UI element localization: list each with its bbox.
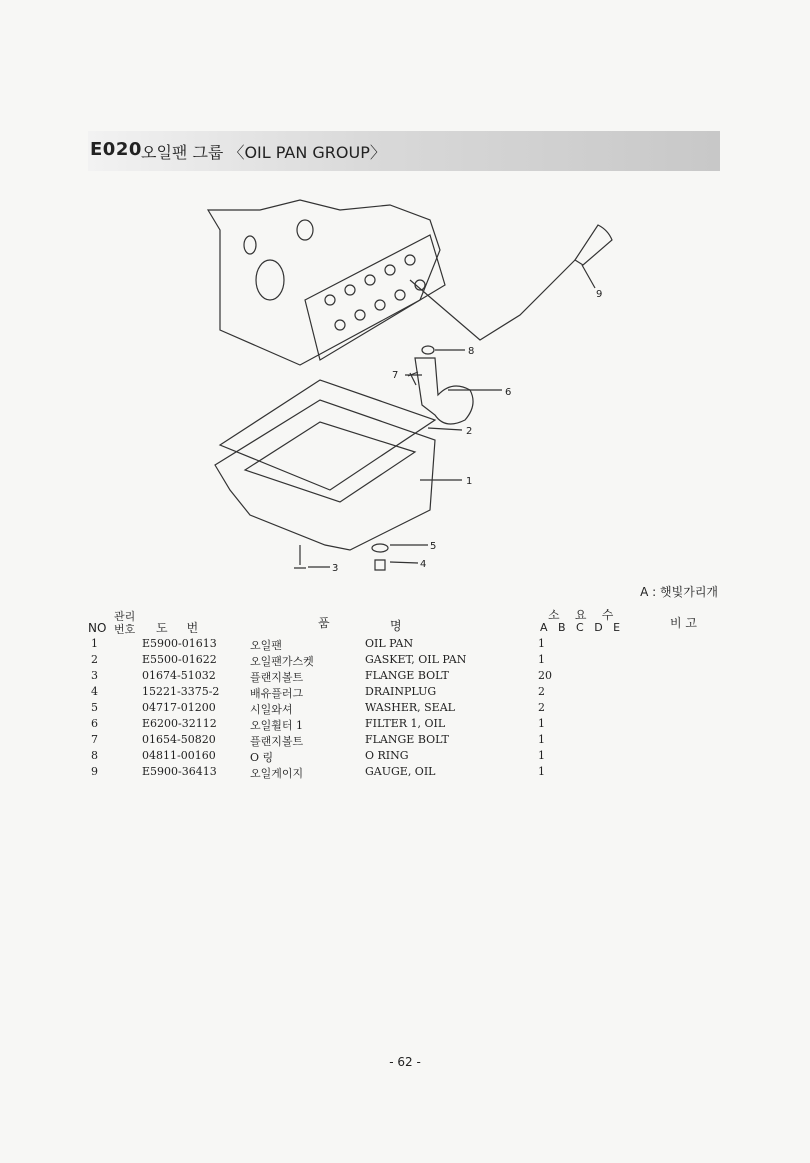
callout-4: 4 [420,559,427,570]
oil-gauge-handle [575,225,612,265]
drain-plug [375,560,385,570]
row-name-en: DRAINPLUG [365,685,437,698]
table-row [0,669,810,685]
row-name-en: OIL PAN [365,637,414,650]
header-remarks: 비 고 [670,616,697,630]
flange-bolt [294,545,306,568]
table-row [0,701,810,717]
row-part-number: E5500-01622 [142,653,217,666]
row-name-kr: 시일와셔 [250,703,293,716]
row-name-kr: 오일휠터 1 [250,719,303,732]
header-mgmt-bottom: 번호 [114,623,136,636]
header-no: NO [88,621,107,635]
seal-washer [372,544,388,552]
row-no: 5 [91,701,98,714]
row-qty: 1 [538,637,545,650]
header-qty-letters: A B C D E [540,621,621,634]
oil-gauge-tube [410,260,575,340]
table-row [0,637,810,653]
oil-filter [415,358,473,424]
row-name-en: FLANGE BOLT [365,669,449,682]
row-part-number: 01654-50820 [142,733,216,746]
row-name-en: GASKET, OIL PAN [365,653,467,666]
row-part-number: E5900-01613 [142,637,217,650]
row-name-kr: 오일게이지 [250,767,304,780]
page-number: - 62 - [389,1055,421,1069]
row-qty: 2 [538,685,545,698]
o-ring [422,346,434,354]
callout-9: 9 [596,289,603,300]
page-title: 오일팬 그룹 〈OIL PAN GROUP〉 [141,143,386,162]
row-no: 1 [91,637,98,650]
callout-2: 2 [466,426,473,437]
callout-3: 3 [332,563,339,574]
header-name-left: 품 [318,616,330,630]
table-row [0,749,810,765]
block-bore [256,260,284,300]
row-qty: 1 [538,717,545,730]
callout-8: 8 [468,346,475,357]
row-name-en: FLANGE BOLT [365,733,449,746]
callout-7: 7 [392,370,399,381]
header-qty: 소 요 수 [548,608,614,622]
table-row [0,717,810,733]
row-qty: 20 [538,669,552,682]
row-name-kr: 오일팬 [250,639,282,652]
row-qty: 1 [538,749,545,762]
oil-pan-exploded-diagram [190,190,630,590]
row-part-number: E6200-32112 [142,717,217,730]
row-name-kr: 플랜지볼트 [250,735,304,748]
engine-block-outline [208,200,440,365]
callout-1: 1 [466,476,473,487]
leader-lines [308,265,595,567]
header-name-right: 명 [390,619,402,633]
row-part-number: 15221-3375-2 [142,685,220,698]
row-no: 9 [91,765,98,778]
callout-6: 6 [505,387,512,398]
row-part-number: 04811-00160 [142,749,216,762]
header-mgmt-top: 관리 [114,610,136,623]
row-part-number: 01674-51032 [142,669,216,682]
row-no: 6 [91,717,98,730]
row-qty: 1 [538,653,545,666]
section-code: E020 [90,139,142,160]
header-part-number: 도 번 [156,621,199,635]
legend-note: A : 햇빛가리개 [640,585,718,599]
row-part-number: E5900-36413 [142,765,217,778]
row-part-number: 04717-01200 [142,701,216,714]
flange-bolt-small [408,372,418,385]
row-name-en: O RING [365,749,409,762]
table-row [0,685,810,701]
row-name-en: GAUGE, OIL [365,765,436,778]
block-bore [244,236,256,254]
row-no: 8 [91,749,98,762]
block-bottom-holes [325,255,425,330]
oil-pan-gasket [220,380,435,490]
row-name-kr: O 링 [250,751,274,764]
row-qty: 2 [538,701,545,714]
row-name-kr: 오일팬가스켓 [250,655,314,668]
row-no: 7 [91,733,98,746]
table-row [0,653,810,669]
row-no: 4 [91,685,98,698]
table-row [0,733,810,749]
table-row [0,765,810,781]
row-name-en: WASHER, SEAL [365,701,455,714]
callout-5: 5 [430,541,437,552]
row-name-en: FILTER 1, OIL [365,717,446,730]
block-bore [297,220,313,240]
row-qty: 1 [538,733,545,746]
row-qty: 1 [538,765,545,778]
row-no: 3 [91,669,98,682]
row-name-kr: 배유플러그 [250,687,304,700]
row-no: 2 [91,653,98,666]
oil-pan [215,400,435,550]
row-name-kr: 플랜지볼트 [250,671,304,684]
